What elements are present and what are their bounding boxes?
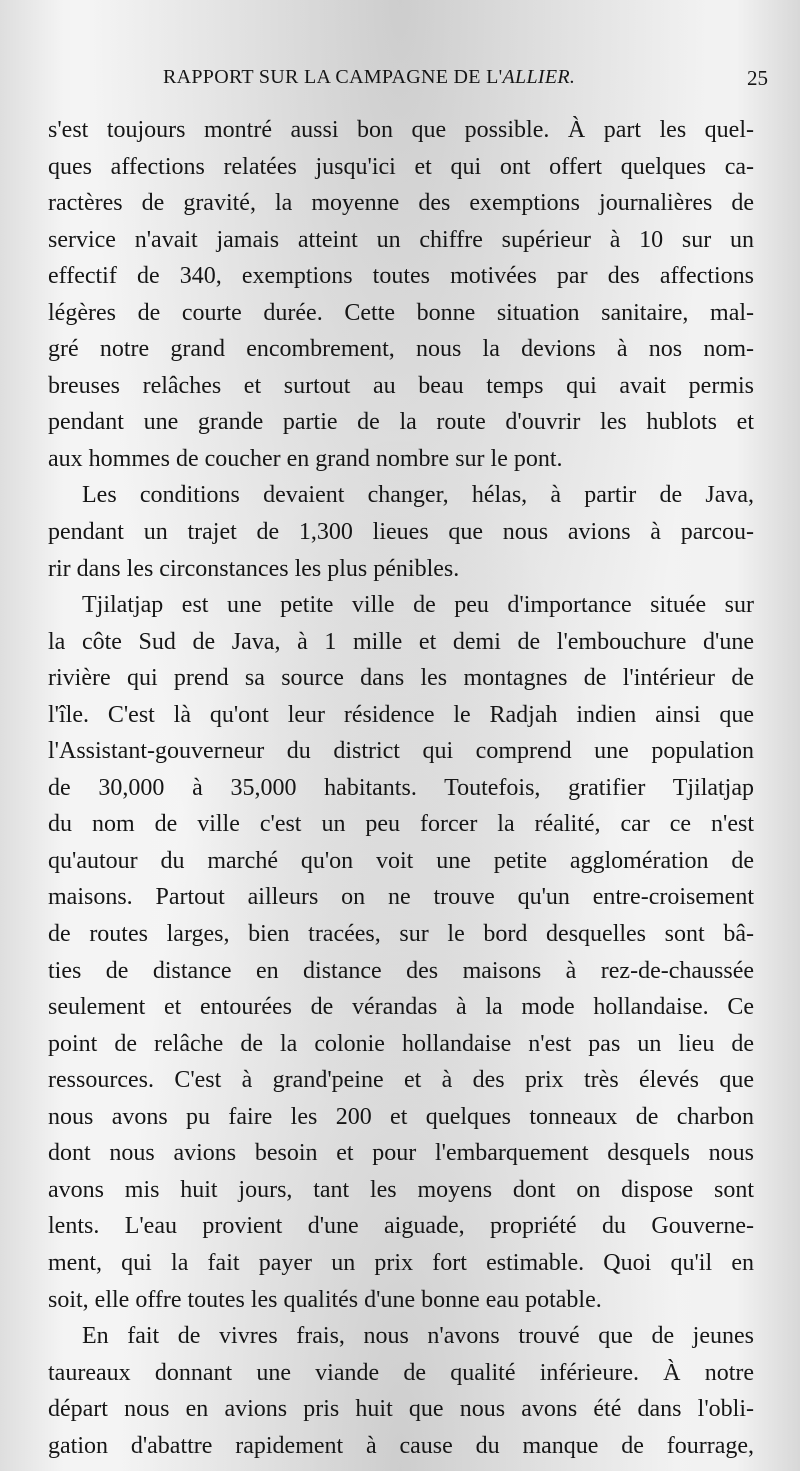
text-line: Tjilatjap est une petite ville de peu d'importance située sur <box>82 592 754 619</box>
text-line: pendant une grande partie de la route d'ouvrir les hublots et <box>48 409 754 436</box>
text-line: Les conditions devaient changer, hélas, à partir de Java, <box>82 482 754 509</box>
page-number: 25 <box>747 66 768 90</box>
text-line: seulement et entourées de vérandas à la mode hollandaise. Ce <box>48 994 754 1021</box>
text-line: pendant un trajet de 1,300 lieues que nous avions à parcou- <box>48 519 754 546</box>
text-line: s'est toujours montré aussi bon que possible. À part les quel- <box>48 117 754 143</box>
text-line: breuses relâches et surtout au beau temps qui avait permis <box>48 372 754 399</box>
text-line: En fait de vivres frais, nous n'avons trouvé que de jeunes <box>82 1323 754 1350</box>
text-line: avons mis huit jours, tant les moyens dont on dispose sont <box>48 1176 754 1203</box>
text-line: l'île. C'est là qu'ont leur résidence le Radjah indien ainsi que <box>48 701 754 728</box>
text-line: effectif de 340, exemptions toutes motivées par des affections <box>48 263 754 290</box>
text-line: rir dans les circonstances les plus pénibles. <box>48 555 460 582</box>
text-line: qu'autour du marché qu'on voit une petite agglomération de <box>48 847 754 874</box>
text-line: soit, elle offre toutes les qualités d'une bonne eau potable. <box>48 1286 602 1313</box>
text-line: l'Assistant-gouverneur du district qui comprend une population <box>48 738 754 765</box>
text-line: de 30,000 à 35,000 habitants. Toutefois, gratifier Tjilatjap <box>48 774 754 801</box>
text-line: la côte Sud de Java, à 1 mille et demi de l'embouchure d'une <box>48 628 754 655</box>
text-line: ties de distance en distance des maisons à rez-de-chaussée <box>48 957 754 984</box>
text-line: aux hommes de coucher en grand nombre sur le pont. <box>48 445 563 472</box>
text-line: dont nous avions besoin et pour l'embarquement desquels nous <box>48 1140 754 1167</box>
text-line: rivière qui prend sa source dans les montagnes de l'intérieur de <box>48 665 754 692</box>
text-line: gation d'abattre rapidement à cause du manque de fourrage, <box>48 1432 754 1459</box>
text-line: de routes larges, bien tracées, sur le bord desquelles sont bâ- <box>48 921 754 948</box>
text-line: du nom de ville c'est un peu forcer la réalité, car ce n'est <box>48 811 754 838</box>
text-line: ment, qui la fait payer un prix fort estimable. Quoi qu'il en <box>48 1249 754 1276</box>
text-line: départ nous en avions pris huit que nous avons été dans l'obli- <box>48 1396 754 1423</box>
text-line: ressources. C'est à grand'peine et à des prix très élevés que <box>48 1067 754 1094</box>
text-line: ques affections relatées jusqu'ici et qui ont offert quelques ca- <box>48 153 754 180</box>
running-title <box>163 66 575 89</box>
running-title-main: RAPPORT SUR LA CAMPAGNE DE L' <box>163 66 503 88</box>
running-title-ship-name: ALLIER. <box>502 66 576 88</box>
body-text <box>48 112 754 1464</box>
text-line: gré notre grand encombrement, nous la devions à nos nom- <box>48 336 754 363</box>
text-line: ractères de gravité, la moyenne des exemptions journalières de <box>48 190 754 217</box>
page-header <box>48 66 768 102</box>
text-line: maisons. Partout ailleurs on ne trouve qu'un entre-croisement <box>48 884 754 911</box>
text-line: taureaux donnant une viande de qualité inférieure. À notre <box>48 1359 754 1386</box>
text-line: nous avons pu faire les 200 et quelques tonneaux de charbon <box>48 1103 754 1130</box>
text-line: légères de courte durée. Cette bonne situation sanitaire, mal- <box>48 299 754 326</box>
text-line: lents. L'eau provient d'une aiguade, propriété du Gouverne- <box>48 1213 754 1240</box>
text-line: service n'avait jamais atteint un chiffre supérieur à 10 sur un <box>48 226 754 253</box>
text-line: point de relâche de la colonie hollandaise n'est pas un lieu de <box>48 1030 754 1057</box>
